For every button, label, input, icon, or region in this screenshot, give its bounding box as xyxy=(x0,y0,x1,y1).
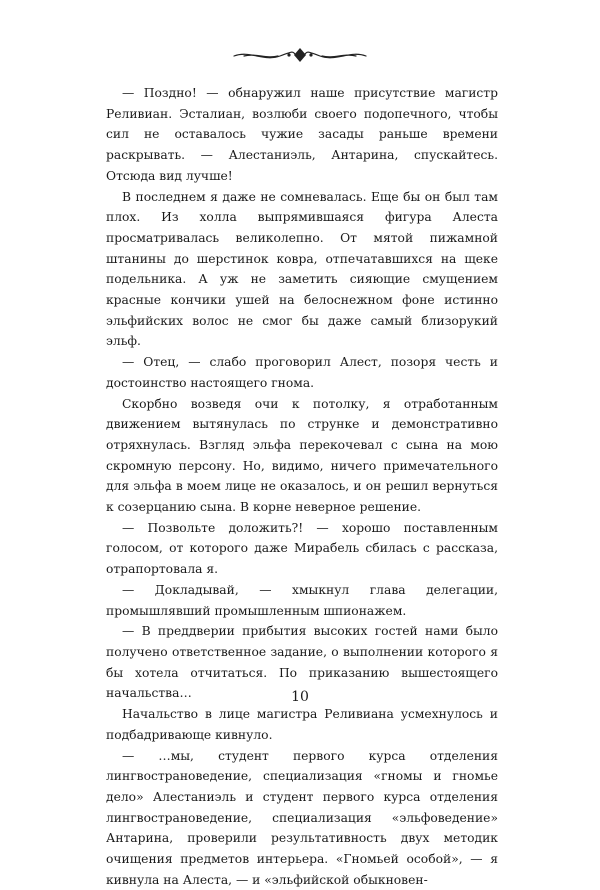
paragraph: Скорбно возведя очи к потолку, я отработанным движением вытянулась по струнке и демонстративно отряхнулась. Взгляд эльфа перекочевал с сына на мою скромную персону. Но, видимо, ничего примечательного для эльфа в моем лице не оказалось, и он решил вернуться к созерцанию сына. В корне неверное решение. xyxy=(106,394,498,518)
body-text xyxy=(106,83,498,890)
paragraph: — В преддверии прибытия высоких гостей нами было получено ответственное задание, о выполнении которого я бы хотела отчитаться. По приказанию вышестоящего начальства… xyxy=(106,621,498,704)
page-number: 10 xyxy=(0,689,600,705)
paragraph: — Позвольте доложить?! — хорошо поставленным голосом, от которого даже Мирабель сбилась с рассказа, отрапортовала я. xyxy=(106,518,498,580)
paragraph: — Отец, — слабо проговорил Алест, позоря честь и достоинство настоящего гнома. xyxy=(106,352,498,393)
ornament-divider-icon xyxy=(230,44,370,66)
paragraph: — Поздно! — обнаружил наше присутствие магистр Реливиан. Эсталиан, возлюби своего подопечного, чтобы сил не оставалось чужие засады раньше времени раскрывать. — Алестаниэль, Антарина, спускайтесь. Отсюда вид лучше! xyxy=(106,83,498,187)
paragraph: Начальство в лице магистра Реливиана усмехнулось и подбадривающе кивнуло. xyxy=(106,704,498,745)
paragraph: — …мы, студент первого курса отделения лингвострановедение, специализация «гномы и гномье дело» Алестаниэль и студент первого курса отделения лингвострановедение, специализация «эльфоведение» Антарина, проверили результативность двух методик очищения предметов интерьера. «Гномьей особой», — я кивнула на Алеста, — и «эльфийской обыкновен- xyxy=(106,746,498,890)
paragraph: — Докладывай, — хмыкнул глава делегации, промышлявший промышленным шпионажем. xyxy=(106,580,498,621)
paragraph: В последнем я даже не сомневалась. Еще бы он был там плох. Из холла выпрямившаяся фигура Алеста просматривалась великолепно. От мятой пижамной штанины до шерстинок ковра, отпечатавшихся на щеке подельника. А уж не заметить сияющие смущением красные кончики ушей на белоснежном фоне истинно эльфийских волос не смог бы даже самый близорукий эльф. xyxy=(106,187,498,353)
